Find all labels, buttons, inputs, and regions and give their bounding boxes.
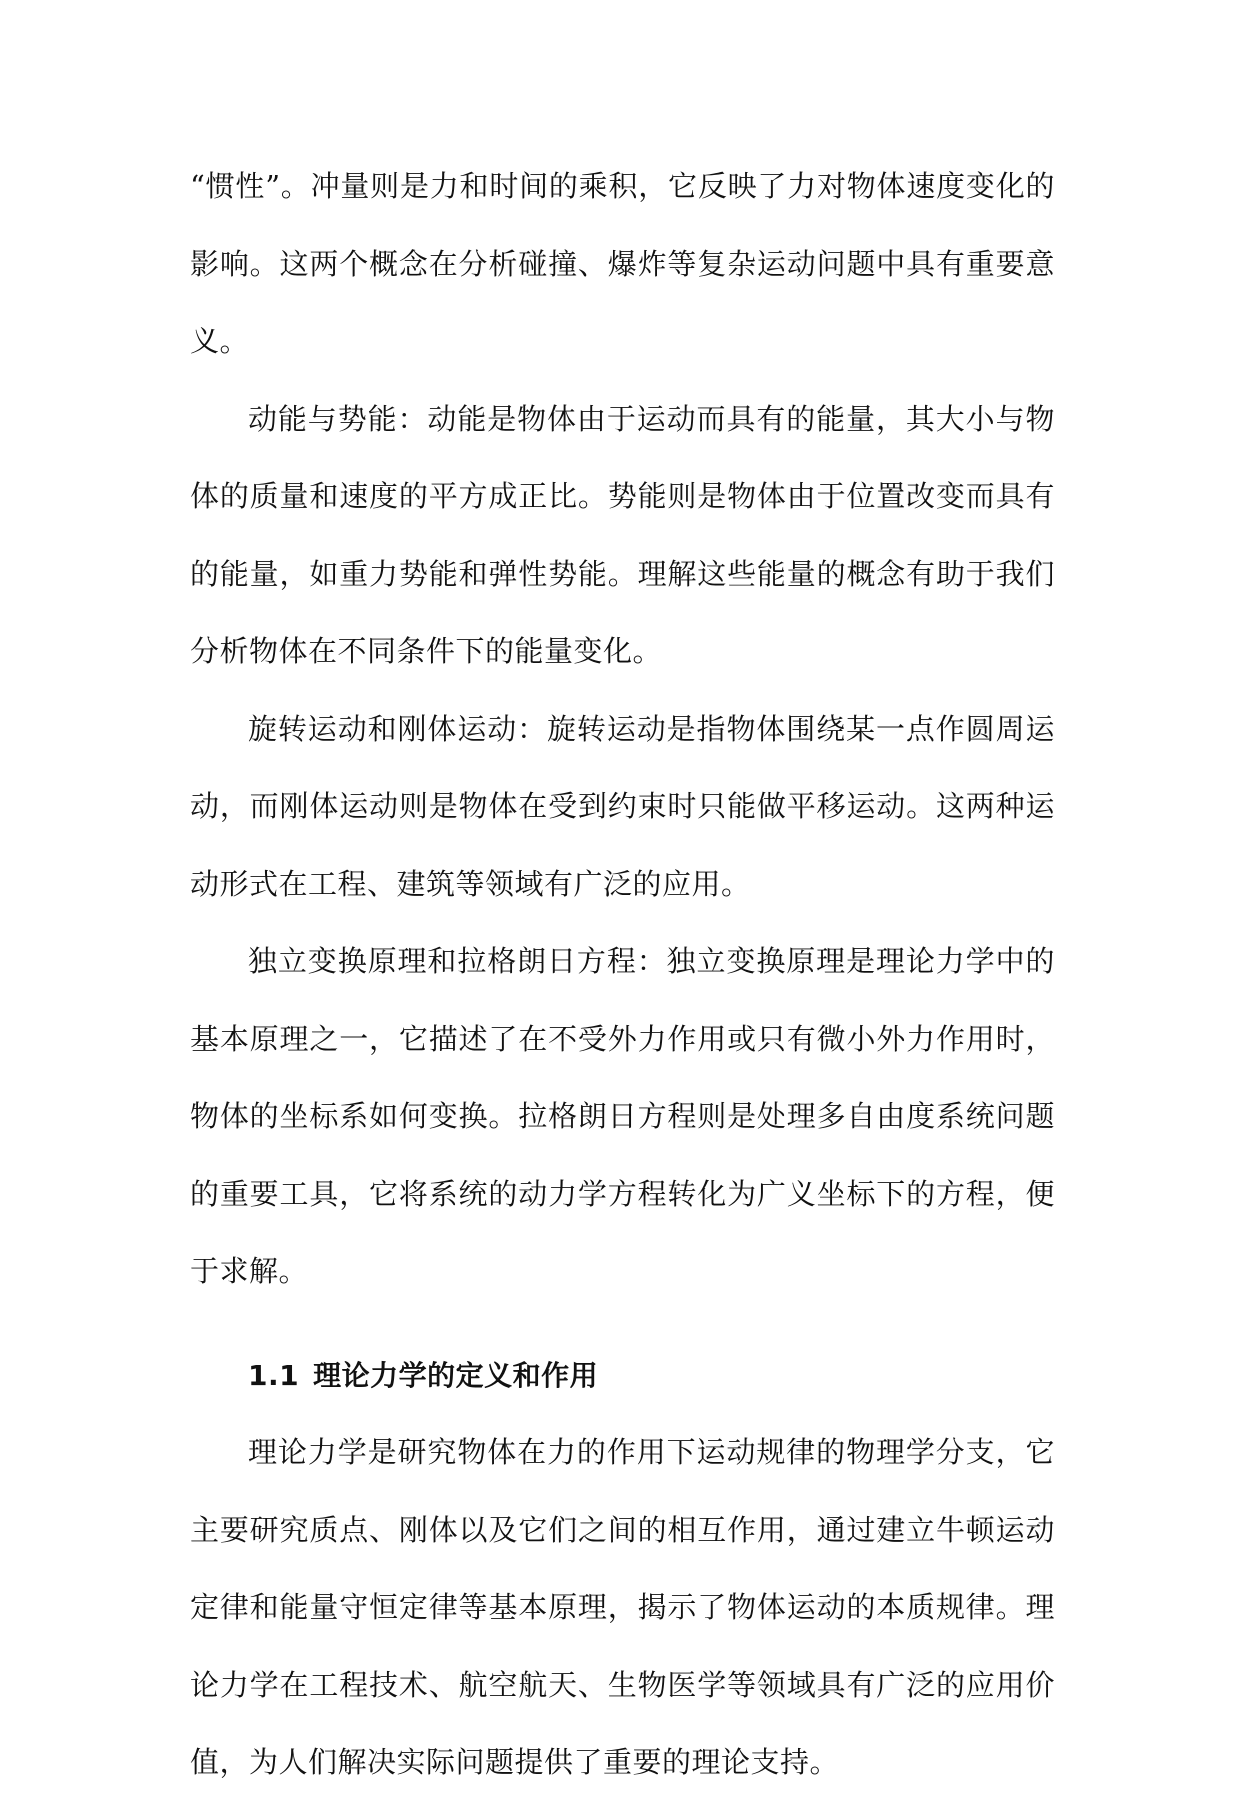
section-number: 1.1	[248, 1358, 300, 1392]
paragraph-rotational-rigid-motion: 旋转运动和刚体运动：旋转运动是指物体围绕某一点作圆周运动，而刚体运动则是物体在受到约束时只能做平移运动。这两种运动形式在工程、建筑等领域有广泛的应用。	[190, 711, 1055, 901]
paragraph-definition: 理论力学是研究物体在力的作用下运动规律的物理学分支，它主要研究质点、刚体以及它们之间的相互作用，通过建立牛顿运动定律和能量守恒定律等基本原理，揭示了物体运动的本质规律。理论力学在工程技术、航空航天、生物医学等领域具有广泛的应用价值，为人们解决实际问题提供了重要的理论支持。	[190, 1435, 1055, 1779]
section-title: 理论力学的定义和作用	[313, 1358, 599, 1392]
section-heading	[190, 1337, 1055, 1415]
paragraph-kinetic-potential-energy: 动能与势能：动能是物体由于运动而具有的能量，其大小与物体的质量和速度的平方成正比。势能则是物体由于位置改变而具有的能量，如重力势能和弹性势能。理解这些能量的概念有助于我们分析物体在不同条件下的能量变化。	[190, 401, 1055, 668]
page-body	[190, 148, 1055, 1802]
paragraph-continuation: “惯性”。冲量则是力和时间的乘积，它反映了力对物体速度变化的影响。这两个概念在分析碰撞、爆炸等复杂运动问题中具有重要意义。	[190, 169, 1055, 358]
paragraph-lagrange-equation: 独立变换原理和拉格朗日方程：独立变换原理是理论力学中的基本原理之一，它描述了在不受外力作用或只有微小外力作用时，物体的坐标系如何变换。拉格朗日方程则是处理多自由度系统问题的重要工具，它将系统的动力学方程转化为广义坐标下的方程，便于求解。	[190, 944, 1055, 1288]
